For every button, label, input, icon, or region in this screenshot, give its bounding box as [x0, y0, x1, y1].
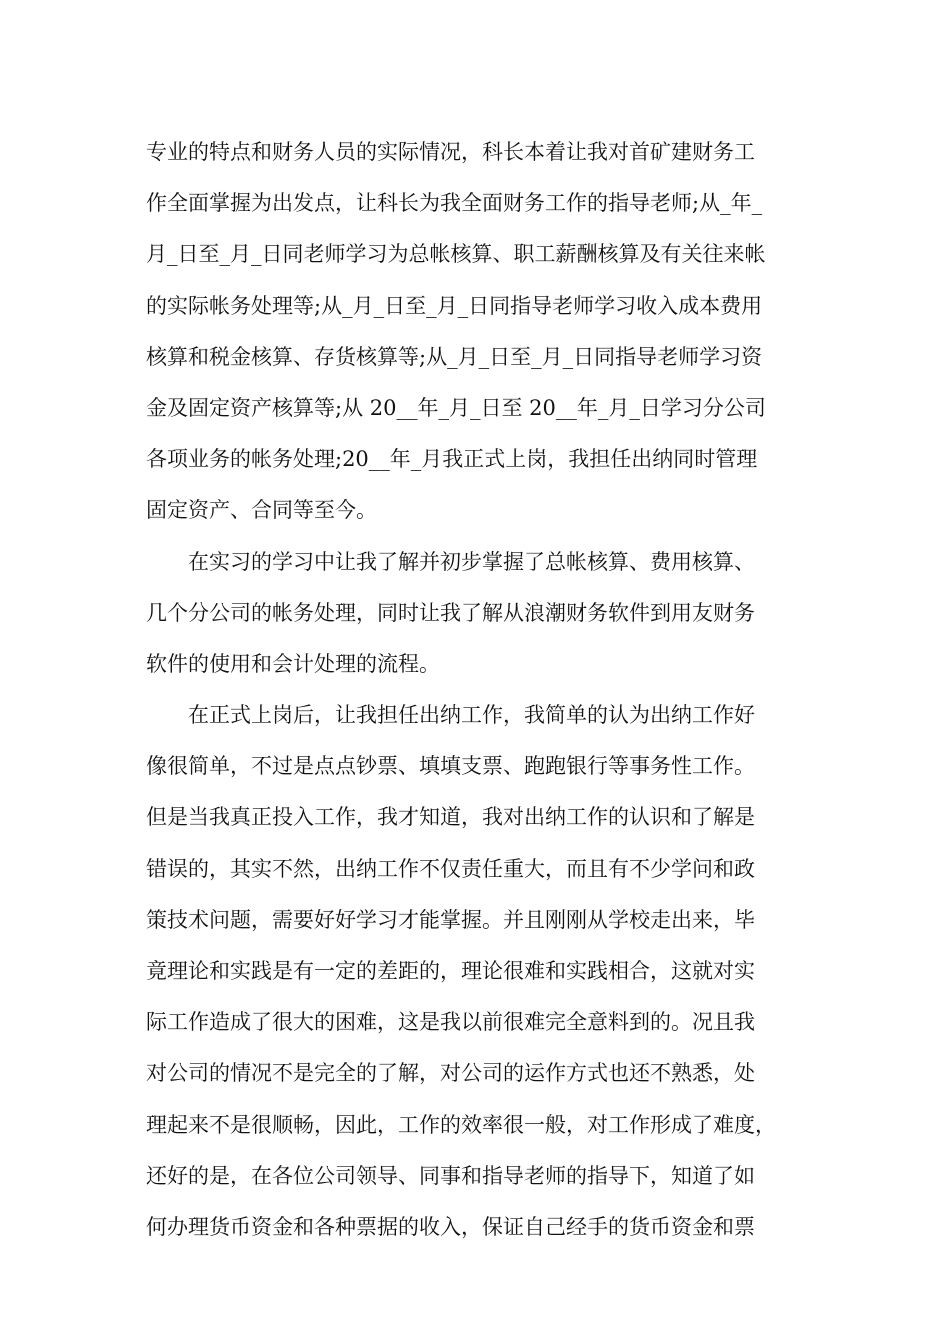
text-line: 专业的特点和财务人员的实际情况，科长本着让我对首矿建财务工	[146, 140, 755, 164]
text-line: 固定资产、合同等至今。	[146, 498, 377, 523]
text-line: 错误的，其实不然，出纳工作不仅责任重大，而且有不少学问和政	[146, 856, 755, 881]
paragraph-start-line: 在实习的学习中让我了解并初步掌握了总帐核算、费用核算、	[146, 549, 755, 574]
text-line: 际工作造成了很大的困难，这是我以前很难完全意料到的。况且我	[146, 1010, 755, 1035]
text-line: 还好的是，在各位公司领导、同事和指导老师的指导下，知道了如	[146, 1163, 755, 1188]
text-line: 软件的使用和会计处理的流程。	[146, 651, 440, 676]
text-line: 作全面掌握为出发点，让科长为我全面财务工作的指导老师;从_年_	[146, 191, 763, 216]
text-line: 理起来不是很顺畅，因此，工作的效率很一般，对工作形成了难度，	[146, 1112, 776, 1137]
text-line: 竟理论和实践是有一定的差距的，理论很难和实践相合，这就对实	[146, 959, 755, 983]
text-line: 核算和税金核算、存货核算等;从_月_日至_月_日同指导老师学习资	[146, 344, 763, 369]
text-line: 金及固定资产核算等;从 20__年_月_日至 20__年_月_日学习分公司	[146, 395, 766, 420]
text-line: 但是当我真正投入工作，我才知道，我对出纳工作的认识和了解是	[146, 805, 755, 830]
document-body	[146, 127, 826, 1253]
paragraph-start-line: 在正式上岗后，让我担任出纳工作，我简单的认为出纳工作好	[146, 703, 755, 728]
text-line: 何办理货币资金和各种票据的收入，保证自己经手的货币资金和票	[146, 1214, 755, 1239]
text-line: 像很简单，不过是点点钞票、填填支票、跑跑银行等事务性工作。	[146, 754, 755, 779]
text-line: 策技术问题，需要好好学习才能掌握。并且刚刚从学校走出来，毕	[146, 907, 755, 932]
text-line: 的实际帐务处理等;从_月_日至_月_日同指导老师学习收入成本费用	[146, 293, 763, 318]
text-line: 对公司的情况不是完全的了解，对公司的运作方式也还不熟悉，处	[146, 1061, 755, 1086]
text-line: 几个分公司的帐务处理，同时让我了解从浪潮财务软件到用友财务	[146, 600, 755, 625]
text-line: 月_日至_月_日同老师学习为总帐核算、职工薪酬核算及有关往来帐	[146, 242, 766, 267]
text-line: 各项业务的帐务处理;20__年_月我正式上岗，我担任出纳同时管理	[146, 447, 758, 472]
